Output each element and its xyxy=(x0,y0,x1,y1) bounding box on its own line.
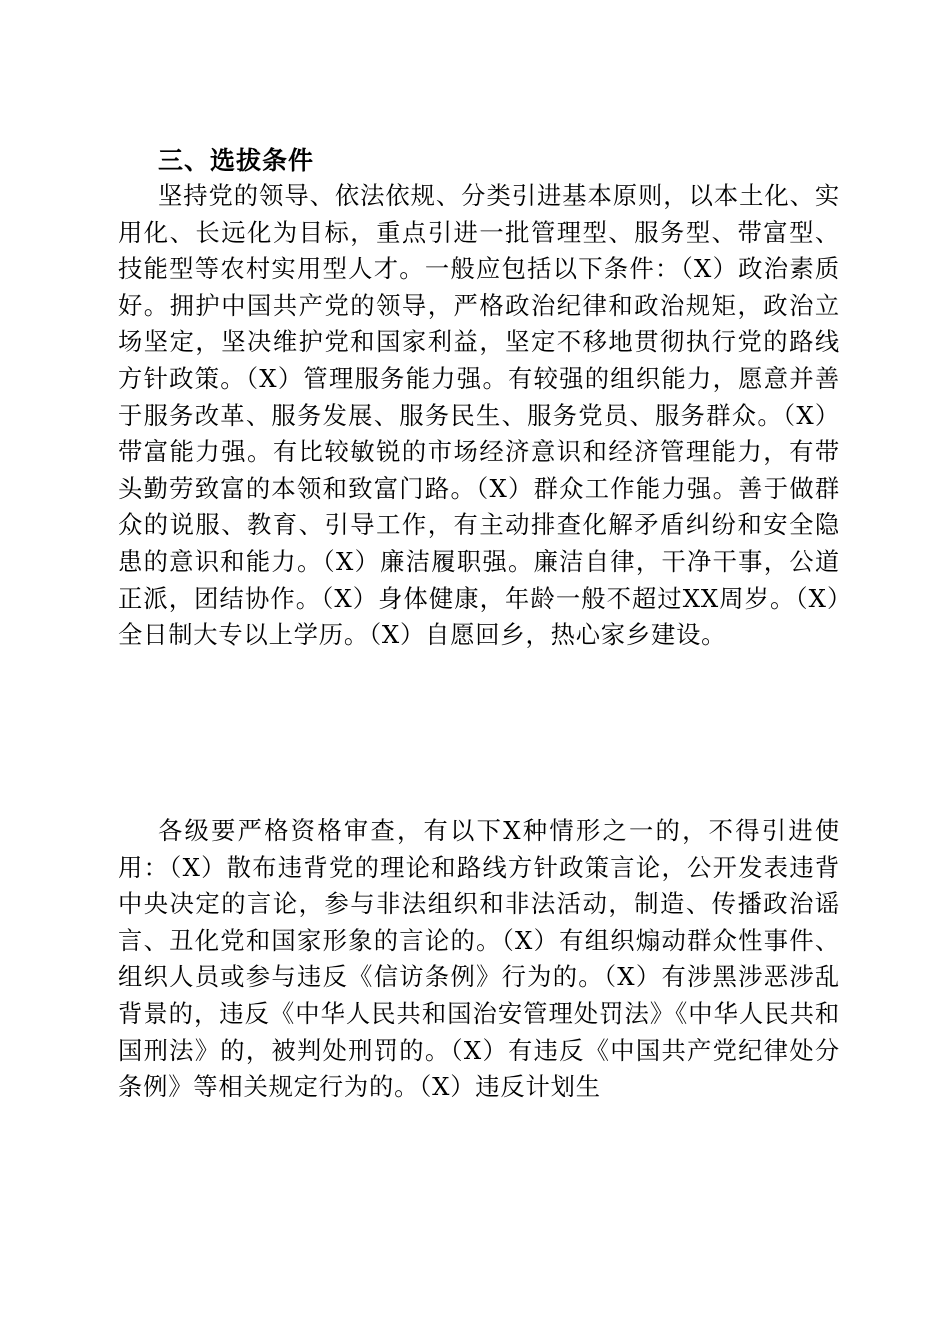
paragraph-selection-criteria: 坚持党的领导、依法依规、分类引进基本原则，以本土化、实用化、长远化为目标，重点引进一批管理型、服务型、带富型、技能型等农村实用型人才。一般应包括以下条件：（X）政治素质好。拥护中国共产党的领导，严格政治纪律和政治规矩，政治立场坚定，坚决维护党和国家利益，坚定不移地贯彻执行党的路线方针政策。（X）管理服务能力强。有较强的组织能力，愿意并善于服务改革、服务发展、服务民生、服务党员、服务群众。（X）带富能力强。有比较敏锐的市场经济意识和经济管理能力，有带头勤劳致富的本领和致富门路。（X）群众工作能力强。善于做群众的说服、教育、引导工作，有主动排查化解矛盾纠纷和安全隐患的意识和能力。（X）廉洁履职强。廉洁自律，干净干事，公道正派，团结协作。（X）身体健康，年龄一般不超过XX周岁。（X）全日制大专以上学历。（X）自愿回乡，热心家乡建设。 xyxy=(118,181,840,650)
section-heading: 三、选拔条件 xyxy=(158,146,315,175)
paragraph-disqualification-cases: 各级要严格资格审查，有以下X种情形之一的，不得引进使用：（X）散布违背党的理论和路线方针政策言论，公开发表违背中央决定的言论，参与非法组织和非法活动，制造、传播政治谣言、丑化党和国家形象的言论的。（X）有组织煽动群众性事件、组织人员或参与违反《信访条例》行为的。（X）有涉黑涉恶涉乱背景的，违反《中华人民共和国治安管理处罚法》《中华人民共和国刑法》的，被判处刑罚的。（X）有违反《中国共产党纪律处分条例》等相关规定行为的。（X）违反计划生 xyxy=(118,816,840,1102)
